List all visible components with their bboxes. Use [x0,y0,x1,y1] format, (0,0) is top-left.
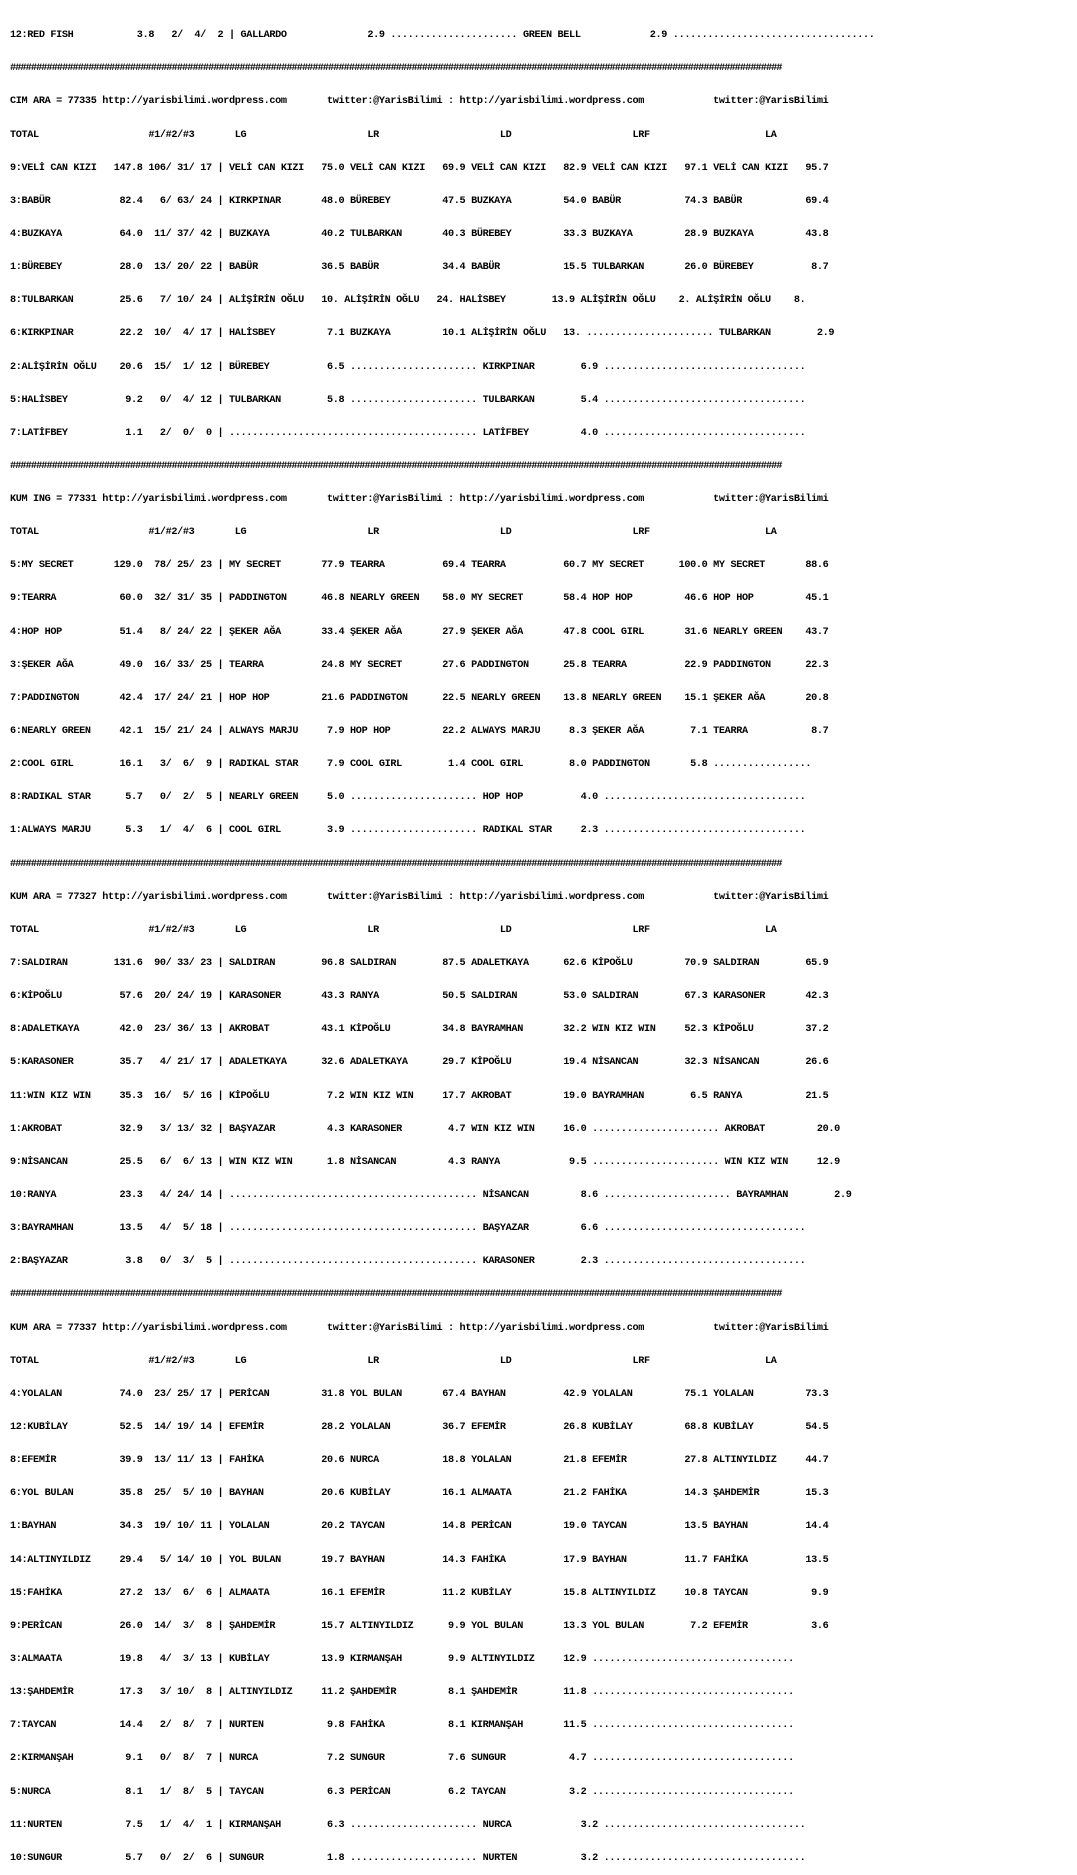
separator-line: #################################################################################################################################################### [10,858,782,870]
column-header: TOTAL #1/#2/#3 LG LR LD LRF LA [10,924,777,936]
table-row: 6:KİPOĞLU 57.6 20/ 24/ 19 | KARASONER 43.3 RANYA 50.5 SALDIRAN 53.0 SALDIRAN 67.3 KARASONER 42.3 [10,991,829,1003]
column-header: TOTAL #1/#2/#3 LG LR LD LRF LA [10,527,777,539]
table-row: 6:YOL BULAN 35.8 25/ 5/ 10 | BAYHAN 20.6 KUBİLAY 16.1 ALMAATA 21.2 FAHİKA 14.3 ŞAHDEMİR 15.3 [10,1488,829,1500]
table-row: 4:BUZKAYA 64.0 11/ 37/ 42 | BUZKAYA 40.2 TULBARKAN 40.3 BÜREBEY 33.3 BUZKAYA 28.9 BUZKAYA 43.8 [10,228,829,240]
table-row: 2:KIRMANŞAH 9.1 0/ 8/ 7 | NURCA 7.2 SUNGUR 7.6 SUNGUR 4.7 ................................... [10,1753,794,1765]
section-header: KUM ING = 77331 http://yarisbilimi.wordpress.com twitter:@YarisBilimi : http://yarisbilimi.wordpress.com twitter:@YarisBilimi [10,494,829,506]
text-line: 12:RED FISH 3.8 2/ 4/ 2 | GALLARDO 2.9 ...................... GREEN BELL 2.9 ................................... [10,30,875,42]
table-row: 7:SALDIRAN 131.6 90/ 33/ 23 | SALDIRAN 96.8 SALDIRAN 87.5 ADALETKAYA 62.6 KİPOĞLU 70.9 SALDIRAN 65.9 [10,958,829,970]
table-row: 10:SUNGUR 5.7 0/ 2/ 6 | SUNGUR 1.8 ...................... NURTEN 3.2 ................................... [10,1852,806,1864]
table-row: 8:ADALETKAYA 42.0 23/ 36/ 13 | AKROBAT 43.1 KİPOĞLU 34.8 BAYRAMHAN 32.2 WIN KIZ WIN 52.3 KİPOĞLU 37.2 [10,1024,829,1036]
table-row: 3:BAYRAMHAN 13.5 4/ 5/ 18 | ........................................... BAŞYAZAR 6.6 ................................... [10,1223,806,1235]
table-row: 1:AKROBAT 32.9 3/ 13/ 32 | BAŞYAZAR 4.3 KARASONER 4.7 WIN KIZ WIN 16.0 ...................... AKROBAT 20.0 [10,1123,840,1135]
section-header: KUM ARA = 77327 http://yarisbilimi.wordpress.com twitter:@YarisBilimi : http://yarisbilimi.wordpress.com twitter:@YarisBilimi [10,891,829,903]
table-row: 7:TAYCAN 14.4 2/ 8/ 7 | NURTEN 9.8 FAHİKA 8.1 KIRMANŞAH 11.5 ................................... [10,1720,794,1732]
table-row: 11:NURTEN 7.5 1/ 4/ 1 | KIRMANŞAH 6.3 ...................... NURCA 3.2 ................................... [10,1819,806,1831]
table-row: 3:ŞEKER AĞA 49.0 16/ 33/ 25 | TEARRA 24.8 MY SECRET 27.6 PADDINGTON 25.8 TEARRA 22.9 PADDINGTON 22.3 [10,659,829,671]
table-row: 8:TULBARKAN 25.6 7/ 10/ 24 | ALİŞİRİN OĞLU 10. ALİŞİRİN OĞLU 24. HALİSBEY 13.9 ALİŞİRİN OĞLU 2. ALİŞİRİN OĞLU 8. [10,295,806,307]
table-row: 13:ŞAHDEMİR 17.3 3/ 10/ 8 | ALTINYILDIZ 11.2 ŞAHDEMİR 8.1 ŞAHDEMİR 11.8 ................................... [10,1687,794,1699]
table-row: 8:EFEMİR 39.9 13/ 11/ 13 | FAHİKA 20.6 NURCA 18.8 YOLALAN 21.8 EFEMİR 27.8 ALTINYILDIZ 44.7 [10,1455,829,1467]
table-row: 11:WIN KIZ WIN 35.3 16/ 5/ 16 | KİPOĞLU 7.2 WIN KIZ WIN 17.7 AKROBAT 19.0 BAYRAMHAN 6.5 RANYA 21.5 [10,1090,829,1102]
table-row: 5:MY SECRET 129.0 78/ 25/ 23 | MY SECRET 77.9 TEARRA 69.4 TEARRA 60.7 MY SECRET 100.0 MY SECRET 88.6 [10,560,829,572]
section-header: KUM ARA = 77337 http://yarisbilimi.wordpress.com twitter:@YarisBilimi : http://yarisbilimi.wordpress.com twitter:@YarisBilimi [10,1322,829,1334]
section-header: CIM ARA = 77335 http://yarisbilimi.wordpress.com twitter:@YarisBilimi : http://yarisbilimi.wordpress.com twitter:@YarisBilimi [10,96,829,108]
table-row: 2:COOL GIRL 16.1 3/ 6/ 9 | RADIKAL STAR 7.9 COOL GIRL 1.4 COOL GIRL 8.0 PADDINGTON 5.8 ................. [10,759,812,771]
race-stats-printout [10,8,875,1875]
table-row: 14:ALTINYILDIZ 29.4 5/ 14/ 10 | YOL BULAN 19.7 BAYHAN 14.3 FAHİKA 17.9 BAYHAN 11.7 FAHİKA 13.5 [10,1554,829,1566]
table-row: 12:KUBİLAY 52.5 14/ 19/ 14 | EFEMİR 28.2 YOLALAN 36.7 EFEMİR 26.8 KUBİLAY 68.8 KUBİLAY 54.5 [10,1422,829,1433]
table-row: 4:YOLALAN 74.0 23/ 25/ 17 | PERİCAN 31.8 YOL BULAN 67.4 BAYHAN 42.9 YOLALAN 75.1 YOLALAN 73.3 [10,1388,829,1400]
table-row: 9:NİSANCAN 25.5 6/ 6/ 13 | WIN KIZ WIN 1.8 NİSANCAN 4.3 RANYA 9.5 ...................... WIN KIZ WIN 12.9 [10,1156,840,1168]
separator-line: #################################################################################################################################################### [10,63,782,75]
column-header: TOTAL #1/#2/#3 LG LR LD LRF LA [10,129,777,141]
table-row: 6:NEARLY GREEN 42.1 15/ 21/ 24 | ALWAYS MARJU 7.9 HOP HOP 22.2 ALWAYS MARJU 8.3 ŞEKER AĞA 7.1 TEARRA 8.7 [10,726,829,738]
table-row: 9:PERİCAN 26.0 14/ 3/ 8 | ŞAHDEMİR 15.7 ALTINYILDIZ 9.9 YOL BULAN 13.3 YOL BULAN 7.2 EFEMİR 3.6 [10,1620,829,1632]
table-row: 1:ALWAYS MARJU 5.3 1/ 4/ 6 | COOL GIRL 3.9 ...................... RADIKAL STAR 2.3 ................................... [10,825,806,837]
table-row: 5:HALİSBEY 9.2 0/ 4/ 12 | TULBARKAN 5.8 ...................... TULBARKAN 5.4 ................................... [10,394,806,406]
table-row: 1:BAYHAN 34.3 19/ 10/ 11 | YOLALAN 20.2 TAYCAN 14.8 PERİCAN 19.0 TAYCAN 13.5 BAYHAN 14.4 [10,1521,829,1533]
table-row: 9:TEARRA 60.0 32/ 31/ 35 | PADDINGTON 46.8 NEARLY GREEN 58.0 MY SECRET 58.4 HOP HOP 46.6 HOP HOP 45.1 [10,593,829,605]
table-row: 4:HOP HOP 51.4 8/ 24/ 22 | ŞEKER AĞA 33.4 ŞEKER AĞA 27.9 ŞEKER AĞA 47.8 COOL GIRL 31.6 NEARLY GREEN 43.7 [10,626,829,638]
table-row: 6:KIRKPINAR 22.2 10/ 4/ 17 | HALİSBEY 7.1 BUZKAYA 10.1 ALİŞİRİN OĞLU 13. ...................... TULBARKAN 2.9 [10,328,835,340]
separator-line: #################################################################################################################################################### [10,1289,782,1301]
table-row: 10:RANYA 23.3 4/ 24/ 14 | ........................................... NİSANCAN 8.6 ...................... BAYRAMHAN 2.9 [10,1190,852,1202]
table-row: 3:BABÜR 82.4 6/ 63/ 24 | KIRKPINAR 48.0 BÜREBEY 47.5 BUZKAYA 54.0 BABÜR 74.3 BABÜR 69.4 [10,195,829,207]
table-row: 5:NURCA 8.1 1/ 8/ 5 | TAYCAN 6.3 PERİCAN 6.2 TAYCAN 3.2 ................................... [10,1786,794,1798]
table-row: 7:PADDINGTON 42.4 17/ 24/ 21 | HOP HOP 21.6 PADDINGTON 22.5 NEARLY GREEN 13.8 NEARLY GREEN 15.1 ŞEKER AĞA 20.8 [10,692,829,704]
table-row: 1:BÜREBEY 28.0 13/ 20/ 22 | BABÜR 36.5 BABÜR 34.4 BABÜR 15.5 TULBARKAN 26.0 BÜREBEY 8.7 [10,262,829,274]
column-header: TOTAL #1/#2/#3 LG LR LD LRF LA [10,1355,777,1367]
table-row: 5:KARASONER 35.7 4/ 21/ 17 | ADALETKAYA 32.6 ADALETKAYA 29.7 KİPOĞLU 19.4 NİSANCAN 32.3 NİSANCAN 26.6 [10,1057,829,1069]
table-row: 2:BAŞYAZAR 3.8 0/ 3/ 5 | ........................................... KARASONER 2.3 ................................... [10,1256,806,1268]
table-row: 8:RADIKAL STAR 5.7 0/ 2/ 5 | NEARLY GREEN 5.0 ...................... HOP HOP 4.0 ................................... [10,792,806,804]
table-row: 9:VELİ CAN KIZI 147.8 106/ 31/ 17 | VELİ CAN KIZI 75.0 VELİ CAN KIZI 69.9 VELİ CAN KIZI 82.9 VELİ CAN KIZI 97.1 VELİ CAN KIZI 95.7 [10,162,829,174]
table-row: 7:LATİFBEY 1.1 2/ 0/ 0 | ........................................... LATİFBEY 4.0 ................................... [10,427,806,439]
table-row: 2:ALİŞİRİN OĞLU 20.6 15/ 1/ 12 | BÜREBEY 6.5 ...................... KIRKPINAR 6.9 ................................... [10,361,806,373]
table-row: 3:ALMAATA 19.8 4/ 3/ 13 | KUBİLAY 13.9 KIRMANŞAH 9.9 ALTINYILDIZ 12.9 ................................... [10,1653,794,1665]
separator-line: #################################################################################################################################################### [10,460,782,472]
table-row: 15:FAHİKA 27.2 13/ 6/ 6 | ALMAATA 16.1 EFEMİR 11.2 KUBİLAY 15.8 ALTINYILDIZ 10.8 TAYCAN 9.9 [10,1587,829,1599]
